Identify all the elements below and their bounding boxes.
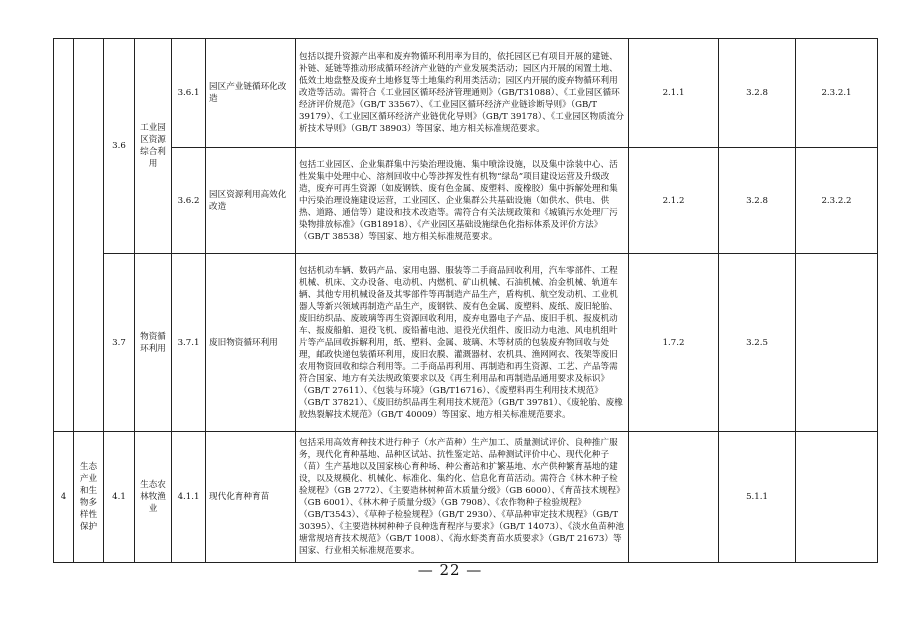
ref-a xyxy=(629,432,719,563)
level2-code: 3.7 xyxy=(104,254,135,432)
item-name: 废旧物资循环利用 xyxy=(206,254,296,432)
level1-name: 生态产业和生物多样性保护 xyxy=(74,432,104,563)
level1-code: 4 xyxy=(54,432,74,563)
item-name: 现代化育种育苗 xyxy=(206,432,296,563)
item-description: 包括采用高效育种技术进行种子（水产苗种）生产加工、质量测试评价、良种推广服务，现代化育种基地、品种区试站、抗性鉴定站、品种测试评价中心、现代化种子（苗）生产基地以及国家核心育种场、种公畜站和扩繁基地、水产供种繁育基地的建设，以及规模化、机械化、标准化、集约化、信息化育苗活动。需符合《林木种子检验规程》（GB 2772）、《主要造林树种苗木质量分级》（GB 6000）、《育苗技术规程》（GB 6001）、《林木种子质量分级》（GB 7908）、《农作物种子检验规程》（GB/T3543）、《草种子检验规程》（GB/T 2930）、《草品种审定技术规程》（GB/T 30395）、《主要造林树种种子良种选育程序与要求》（GB/T 14073）、《淡水鱼苗种池塘常规培育技术规范》（GB/T 1008）、《海水虾类育苗水质要求》（GB/T 21673）等国家、行业相关标准规范要求。 xyxy=(296,432,629,563)
ref-c xyxy=(796,254,878,432)
table-row xyxy=(54,432,878,563)
item-code: 3.6.1 xyxy=(172,39,206,148)
item-code: 3.7.1 xyxy=(172,254,206,432)
item-description: 包括以提升资源产出率和废弃物循环利用率为目的，依托园区已有项目开展的建链、补链、延链等推动形成循环经济产业链的产业发展类活动；园区内开展的闲置土地、低效土地盘整及废弃土地修复等土地集约利用类活动；园区内开展的废弃物循环利用改造等活动。需符合《工业园区循环经济管理通则》（GB/T31088）、《工业园区循环经济评价规范》（GB/T 33567）、《工业园区循环经济产业链诊断导则》（GB/T 39179）、《工业园区循环经济产业链优化导则》（GB/T 39178）、《工业园区物质流分析技术导则》（GB/T 38903）等国家、地方相关标准规范要求。 xyxy=(296,39,629,148)
standards-table xyxy=(53,38,878,563)
page-number: — 22 — xyxy=(417,561,483,579)
item-name: 园区产业链循环化改造 xyxy=(206,39,296,148)
item-code: 3.6.2 xyxy=(172,148,206,254)
ref-a: 2.1.1 xyxy=(629,39,719,148)
level2-code: 3.6 xyxy=(104,39,135,254)
item-code: 4.1.1 xyxy=(172,432,206,563)
table-row xyxy=(54,148,878,254)
level2-name: 工业园区资源综合利用 xyxy=(135,39,172,254)
level1-name-cell xyxy=(74,39,104,432)
ref-b: 3.2.5 xyxy=(719,254,796,432)
ref-a: 2.1.2 xyxy=(629,148,719,254)
item-name: 园区资源利用高效化改造 xyxy=(206,148,296,254)
ref-b: 3.2.8 xyxy=(719,39,796,148)
level2-name: 生态农林牧渔业 xyxy=(135,432,172,563)
table-row xyxy=(54,39,878,148)
item-description: 包括机动车辆、数码产品、家用电器、服装等二手商品回收利用，汽车零部件、工程机械、机床、文办设备、电动机、内燃机、矿山机械、石油机械、冶金机械、轨道车辆、其他专用机械设备及其零部件等再制造产品生产，盾构机、航空发动机、工业机器人等新兴领域再制造产品生产，废钢铁、废有色金属、废塑料、废纸、废旧轮胎、废旧纺织品、废玻璃等再生资源回收利用，废弃电器电子产品、废旧手机、报废机动车、报废船舶、退役飞机、废铅蓄电池、退役光伏组件、废旧动力电池、风电机组叶片等产品回收拆解利用，纸、塑料、金属、玻璃、木等材质的包装废弃物回收与处理，邮政快递包装循环利用，废旧农膜、灌溉器材、农机具、渔网网衣、筏架等废旧农用物资回收和综合利用等。二手商品再利用、再制造和再生资源、工艺、产品等需符合国家、地方有关法规政策要求以及《再生利用品和再制造品通用要求及标识》（GB/T 27611）、《包装与环境》（GB/T16716）、《废塑料再生利用技术规范》（GB/T 37821）、《废旧纺织品再生利用技术规范》（GB/T 39781）、《废轮胎、废橡胶热裂解技术规范》（GB/T 40009）等国家、地方相关标准规范要求。 xyxy=(296,254,629,432)
ref-c: 2.3.2.1 xyxy=(796,39,878,148)
level2-code: 4.1 xyxy=(104,432,135,563)
ref-a: 1.7.2 xyxy=(629,254,719,432)
ref-b: 5.1.1 xyxy=(719,432,796,563)
table-row xyxy=(54,254,878,432)
ref-b: 3.2.8 xyxy=(719,148,796,254)
ref-c: 2.3.2.2 xyxy=(796,148,878,254)
ref-c xyxy=(796,432,878,563)
level2-name: 物资循环利用 xyxy=(135,254,172,432)
level1-code-cell xyxy=(54,39,74,432)
item-description: 包括工业园区、企业集群集中污染治理设施、集中喷涂设施，以及集中涂装中心、活性炭集中处理中心、溶剂回收中心等涉挥发性有机物“绿岛”项目建设运营及升级改造，废弃可再生资源（如废钢铁、废有色金属、废塑料、废橡胶）集中拆解处理和集中污染治理设施建设运营，工业园区、企业集群公共基础设施（如供水、供电、供热、道路、通信等）建设和技术改造等。需符合有关法规政策和《城镇污水处理厂污染物排放标准》（GB18918）、《产业园区基础设施绿色化指标体系及评价方法》（GB/T 38538）等国家、地方相关标准规范要求。 xyxy=(296,148,629,254)
